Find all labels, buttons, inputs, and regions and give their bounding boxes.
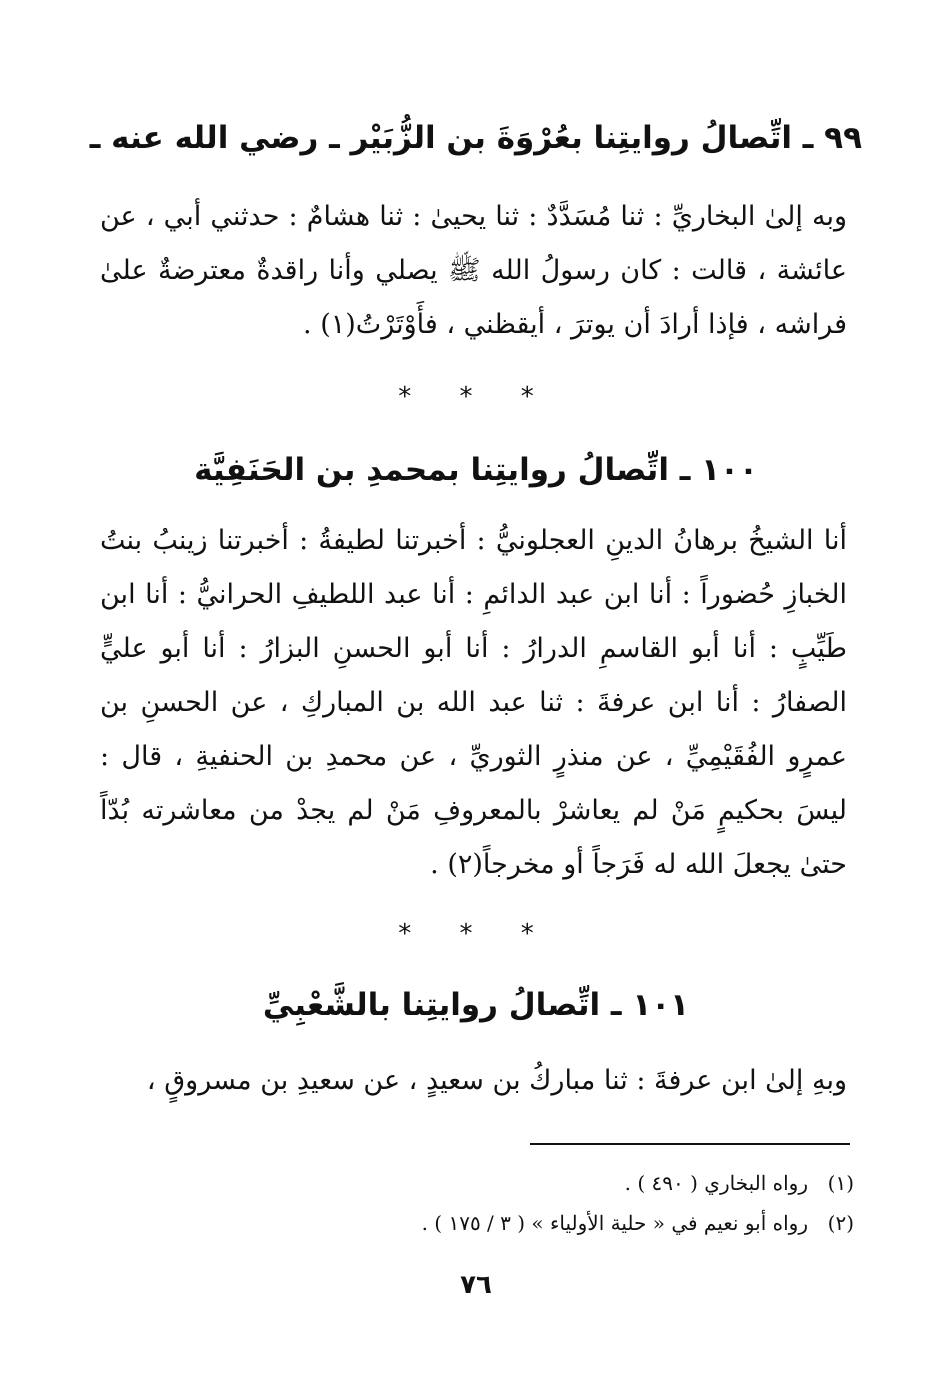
footnote-number: (٢): [827, 1211, 854, 1235]
footnote-divider: [530, 1143, 850, 1145]
footnote-1: [100, 1163, 854, 1203]
page-number: ٧٦: [460, 1270, 492, 1300]
footnote-text: رواه أبو نعيم في « حلية الأولياء » ( ٣ / ١٧٥ ) .: [421, 1211, 808, 1235]
footnote-number: (١): [827, 1171, 854, 1195]
footnote-text: رواه البخاري ( ٤٩٠ ) .: [624, 1171, 808, 1195]
section-text-101: وبهِ إلىٰ ابن عرفةَ : ثنا مباركُ بن سعيدٍ ، عن سعيدِ بن مسروقٍ ،: [146, 1065, 847, 1096]
section-separator: * * *: [398, 919, 554, 949]
section-separator: * * *: [398, 382, 554, 412]
section-heading-99: ٩٩ ـ اتِّصالُ روايتِنا بعُرْوَةَ بن الزُّبَيْر ـ رضي الله عنه ـ: [89, 120, 862, 156]
section-heading-100: ١٠٠ ـ اتِّصالُ روايتِنا بمحمدِ بن الحَنَفِيَّة: [194, 452, 758, 488]
section-heading-101: ١٠١ ـ اتِّصالُ روايتِنا بالشَّعْبِيِّ: [262, 987, 690, 1023]
section-text-99: وبه إلىٰ البخاريِّ : ثنا مُسَدَّدٌ : ثنا يحيىٰ : ثنا هشامٌ : حدثني أبي ، عن عائشة ، قالت : كان رسولُ الله ﷺ يصلي وأنا راقدةٌ معترضةٌ علىٰ فراشه ، فإذا أرادَ أن يوترَ ، أيقظني ، فأَوْتَرْتُ(١) .: [100, 201, 847, 340]
section-text-100: أنا الشيخُ برهانُ الدينِ العجلونيُّ : أخبرتنا لطيفةُ : أخبرتنا زينبُ بنتُ الخبازِ حُضوراً : أنا ابن عبد الدائمِ : أنا عبد اللطيفِ الحرانيُّ : أنا ابن طَيِّبٍ : أنا أبو القاسمِ الدرارُ : أنا أبو الحسنِ البزارُ : أنا أبو عليٍّ الصفارُ : أنا ابن عرفةَ : ثنا عبد الله بن المباركِ ، عن الحسنِ بن عمرٍو الفُقَيْمِيِّ ، عن منذرٍ الثوريِّ ، عن محمدِ بن الحنفيةِ ، قال : ليسَ بحكيمٍ مَنْ لم يعاشرْ بالمعروفِ مَنْ لم يجدْ من معاشرته بُدّاً حتىٰ يجعلَ الله له فَرَجاً أو مخرجاً(٢) .: [100, 525, 847, 880]
footnotes: [100, 1163, 854, 1243]
footnote-2: [100, 1203, 854, 1243]
